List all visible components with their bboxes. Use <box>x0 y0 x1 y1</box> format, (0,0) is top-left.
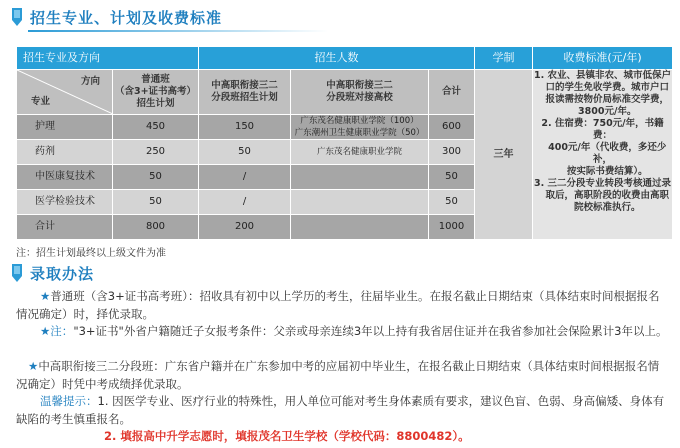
paragraph-tips: 温馨提示：1. 因医学专业、医疗行业的特殊性，用人单位可能对考生身体素质有要求，建议色盲、色弱、身高偏矮、身体有缺陷的考生慎重报名。 <box>16 394 665 426</box>
paragraph-note: ★注："3+证书"外省户籍随迁子女报考条件：父亲或母亲连续3年以上持有我省居住证并在我省参加社会保险累计3年以上。 <box>40 324 668 338</box>
col-total: 合计 <box>429 70 475 115</box>
section-title: 录取办法 <box>30 264 95 283</box>
col-32-college: 中高职衔接三二 分段班对接高校 <box>291 70 429 115</box>
header-fee: 收费标准(元/年) <box>533 47 673 70</box>
paragraph-regular: ★普通班（含3+证书高考班）：招收具有初中以上学历的考生，往届毕业生。在报名截止日期结束（具体结束时间根据报名情况确定）时，择优录取。 <box>16 289 660 321</box>
paragraph-32: ★中高职衔接三二分段班：广东省户籍并在广东参加中考的应届初中毕业生，在报名截止日期结束（具体结束时间根据报名情况确定）时凭中考成绩择优录取。 <box>16 359 660 391</box>
section-title: 招生专业、计划及收费标准 <box>30 8 223 27</box>
header-count: 招生人数 <box>199 47 475 70</box>
enrollment-table <box>16 46 673 240</box>
divider <box>28 30 328 32</box>
paragraph-school-code: 2. 填报高中升学志愿时，填报茂名卫生学校（学校代码：8800482）。 <box>104 429 470 443</box>
diagonal-header-cell <box>17 70 113 115</box>
table-row: 护理 450 150 广东茂名健康职业学院（100） 广东潮州卫生健康职业学院（50） 600 <box>17 115 673 140</box>
col-32-plan: 中高职衔接三二 分段班招生计划 <box>199 70 291 115</box>
header-major: 招生专业及方向 <box>17 47 199 70</box>
table-row: 中医康复技术 50 / 50 <box>17 165 673 190</box>
header-duration: 学制 <box>475 47 533 70</box>
section-header-enrollment <box>10 6 222 28</box>
pencil-icon <box>10 264 24 282</box>
col-regular: 普通班 （含3+证书高考） 招生计划 <box>113 70 199 115</box>
major-label: 专业 <box>31 96 51 107</box>
duration-value: 三年 <box>475 70 533 240</box>
pencil-icon <box>10 8 24 26</box>
section-header-admission <box>10 262 94 284</box>
fee-text: 1. 农业、县镇非农、城市低保户 口的学生免收学费。城市户口 报读需按物价局标准交学费， 3800元/年。 2. 住宿费：750元/年，书籍费： 400元/年（代收费，多还少补， 按实际书费结算）。 3. 三二分段专业转段考核通过录 取后，高职阶段的收费由高职 院校标准执行。 <box>533 70 673 240</box>
table-row: 药剂 250 50 广东茂名健康职业学院 300 <box>17 140 673 165</box>
table-row-total: 合计 800 200 1000 <box>17 215 673 240</box>
direction-label: 方向 <box>80 76 100 87</box>
table-note: 注：招生计划最终以上级文件为准 <box>16 248 166 259</box>
table-row: 医学检验技术 50 / 50 <box>17 190 673 215</box>
